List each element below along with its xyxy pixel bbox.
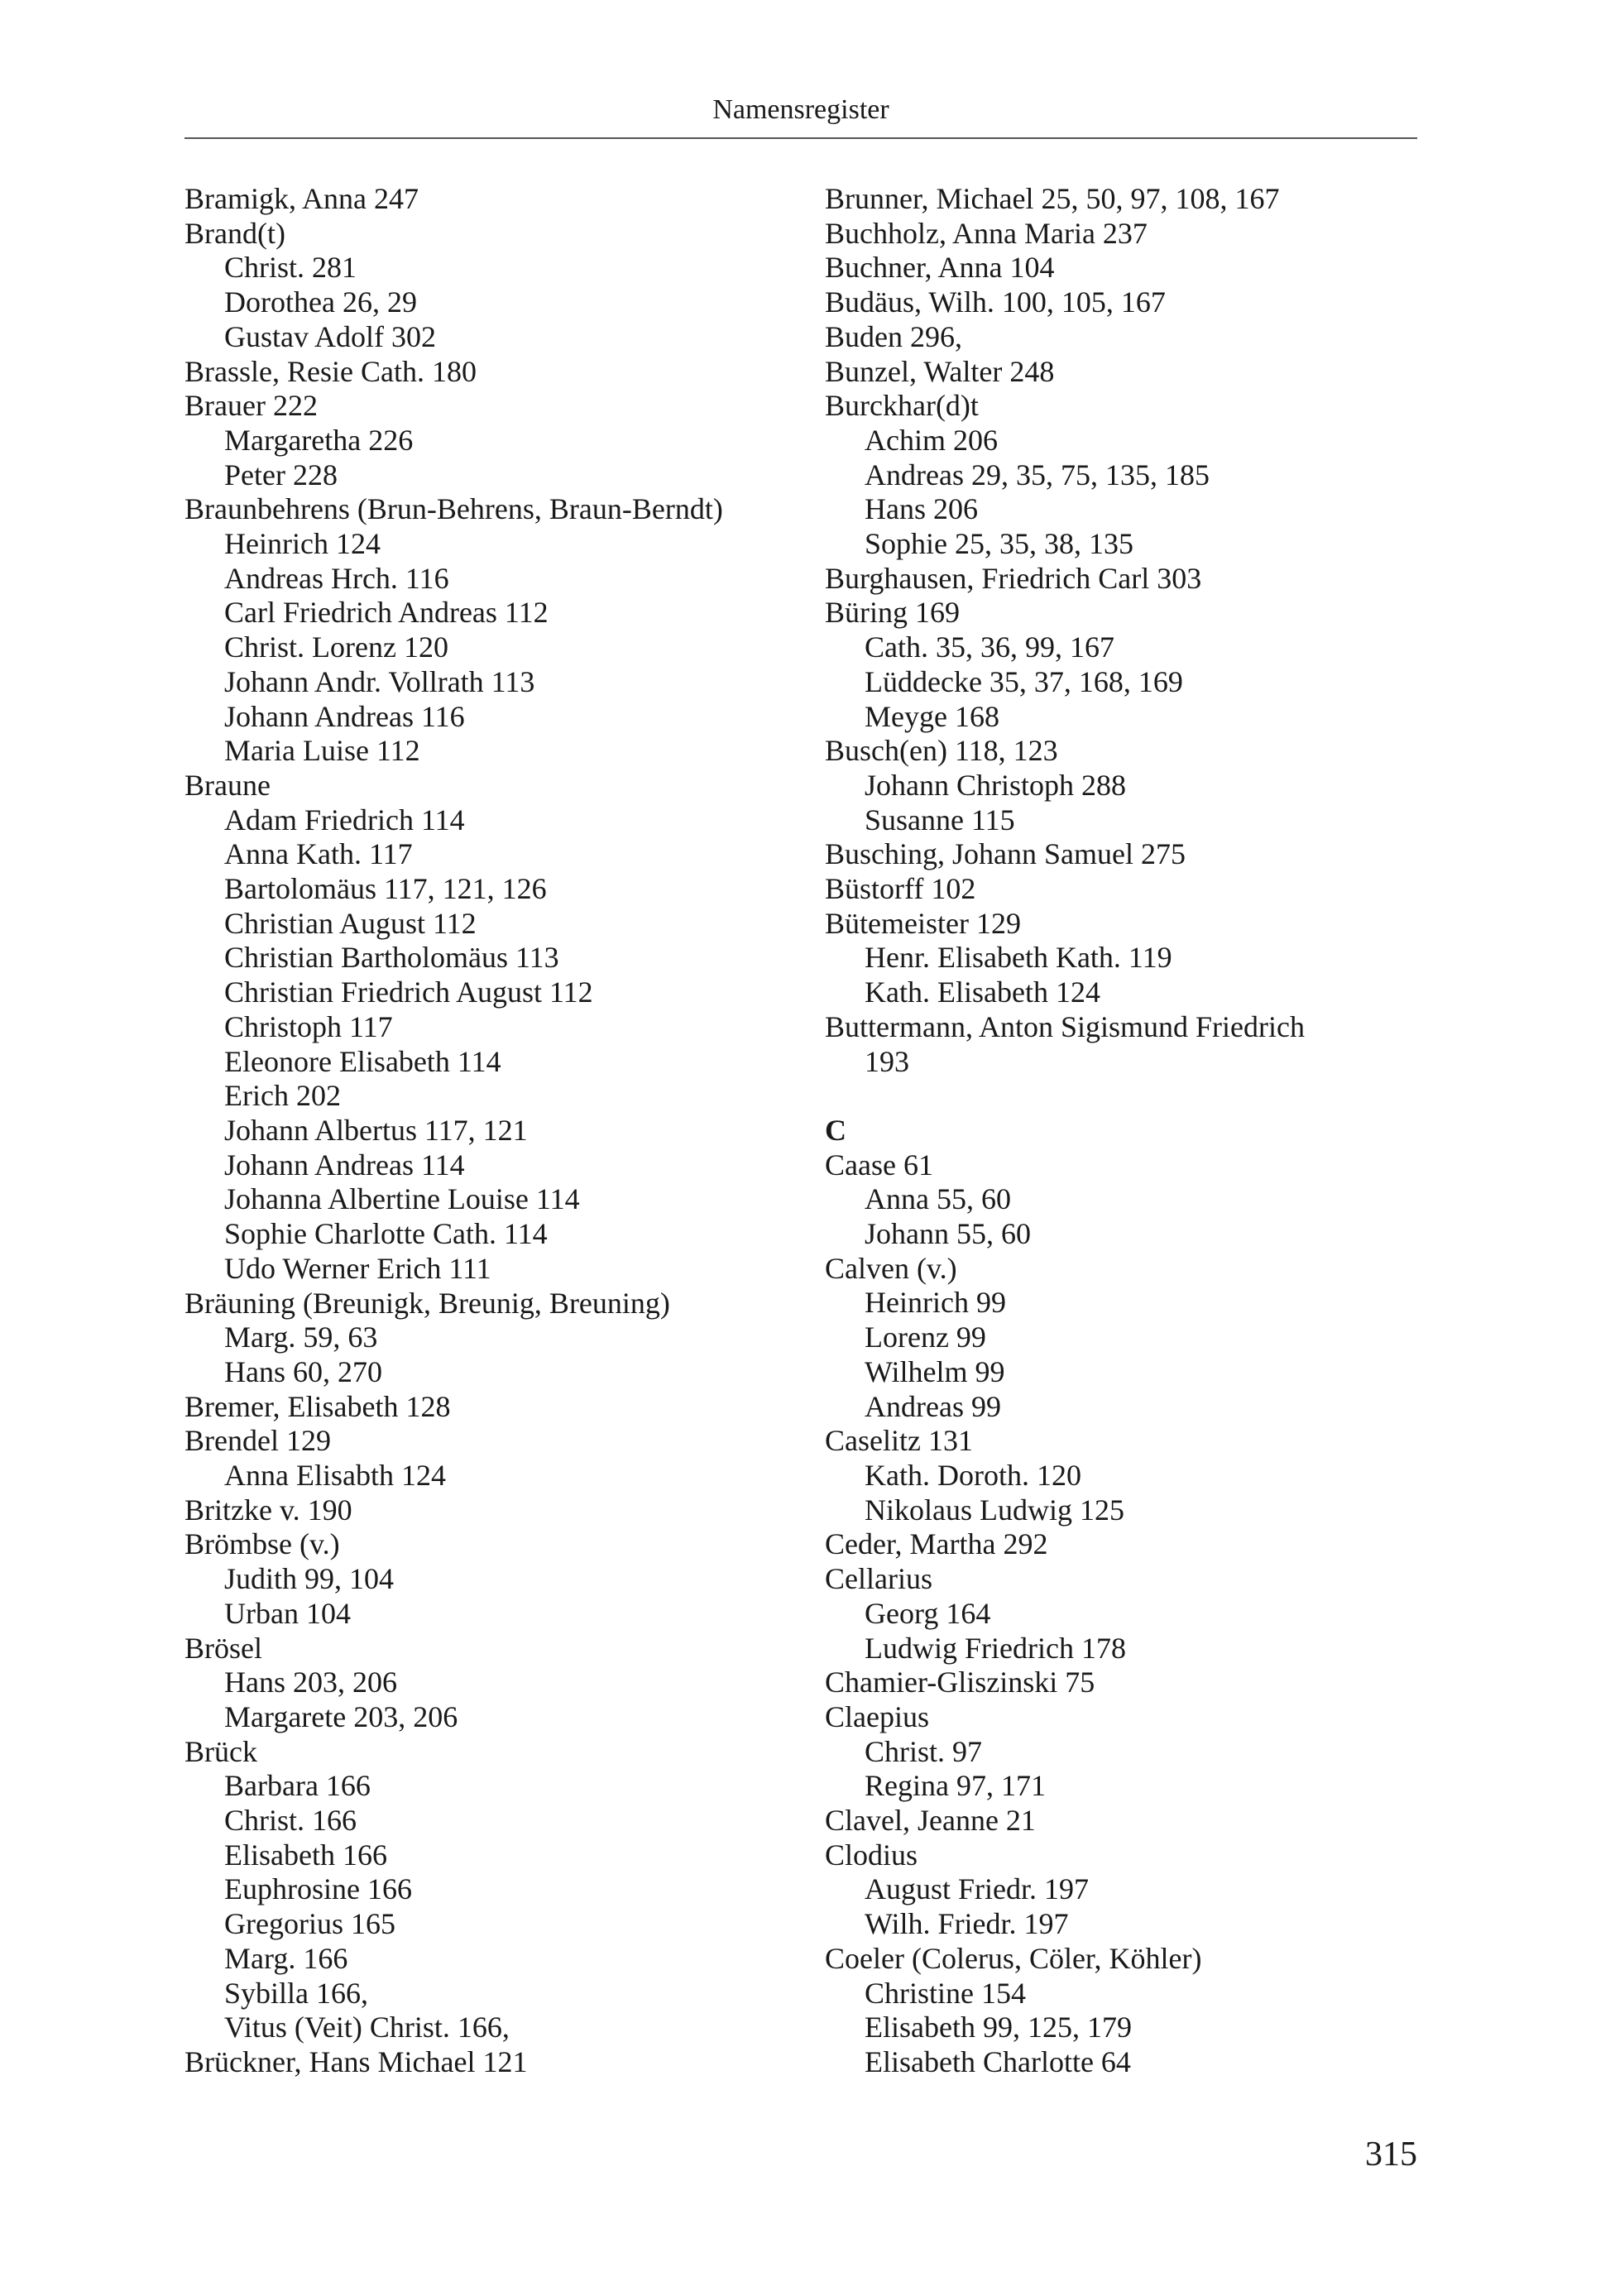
index-subentry: Marg. 166 (224, 1941, 348, 1975)
index-subentry: Hans 206 (865, 492, 978, 526)
index-subentry: Gregorius 165 (224, 1907, 395, 1941)
index-entry: Caase 61 (825, 1148, 933, 1182)
index-entry: Bütemeister 129 (825, 906, 1021, 940)
index-subentry: Christ. Lorenz 120 (224, 630, 448, 664)
index-entry: Buchner, Anna 104 (825, 251, 1055, 285)
index-subentry: Nikolaus Ludwig 125 (865, 1493, 1124, 1527)
index-subentry: Johann Andreas 114 (224, 1148, 465, 1182)
index-subentry: Peter 228 (224, 458, 338, 491)
index-subentry: Wilhelm 99 (865, 1354, 1005, 1388)
index-subentry: Christ. 97 (865, 1734, 983, 1768)
index-entry: Ceder, Martha 292 (825, 1527, 1048, 1561)
index-subentry: Achim 206 (865, 423, 998, 457)
index-entry: Bremer, Elisabeth 128 (184, 1389, 451, 1423)
index-subentry: Anna Kath. 117 (224, 837, 413, 871)
index-entry: Coeler (Colerus, Cöler, Köhler) (825, 1941, 1202, 1975)
running-header: Namensregister (712, 94, 889, 125)
index-entry: Caselitz 131 (825, 1424, 973, 1458)
index-subentry: Lorenz 99 (865, 1321, 986, 1354)
index-entry: Britzke v. 190 (184, 1493, 352, 1527)
index-subentry: Regina 97, 171 (865, 1769, 1046, 1803)
index-subentry: Sybilla 166, (224, 1976, 369, 2010)
index-entry: Busch(en) 118, 123 (825, 734, 1058, 768)
section-letter: C (825, 1113, 846, 1147)
index-subentry: Elisabeth 166 (224, 1838, 387, 1872)
index-entry: Bräuning (Breunigk, Breunig, Breuning) (184, 1286, 670, 1320)
index-subentry: Christ. 166 (224, 1804, 357, 1838)
index-subentry: Cath. 35, 36, 99, 167 (865, 630, 1114, 664)
index-subentry: Kath. Elisabeth 124 (865, 975, 1100, 1009)
index-column-right (825, 182, 1454, 2080)
index-entry: Brunner, Michael 25, 50, 97, 108, 167 (825, 182, 1280, 215)
header-rule (184, 137, 1417, 139)
index-subentry: Barbara 166 (224, 1769, 371, 1803)
index-entry: Braunbehrens (Brun-Behrens, Braun-Berndt) (184, 492, 723, 526)
index-subentry: Heinrich 99 (865, 1286, 1006, 1320)
index-entry: Budäus, Wilh. 100, 105, 167 (825, 285, 1166, 319)
index-entry: Brück (184, 1734, 257, 1768)
index-subentry: Urban 104 (224, 1596, 351, 1630)
spacer (825, 1079, 1454, 1114)
index-subentry: Udo Werner Erich 111 (224, 1251, 491, 1285)
index-subentry: Anna 55, 60 (865, 1182, 1011, 1216)
index-subentry: Christ. 281 (224, 251, 357, 285)
index-subentry: Marg. 59, 63 (224, 1321, 378, 1354)
index-subentry: Margarete 203, 206 (224, 1699, 458, 1733)
index-entry: Brauer 222 (184, 389, 318, 423)
index-subentry: Georg 164 (865, 1596, 991, 1630)
index-subentry: Kath. Doroth. 120 (865, 1459, 1081, 1492)
index-subentry: Hans 60, 270 (224, 1354, 382, 1388)
index-entry: Burghausen, Friedrich Carl 303 (825, 561, 1202, 595)
index-subentry: 193 (865, 1044, 909, 1078)
index-entry: Cellarius (825, 1562, 932, 1596)
index-subentry: Johanna Albertine Louise 114 (224, 1182, 580, 1216)
index-entry: Bunzel, Walter 248 (825, 354, 1055, 388)
index-subentry: Elisabeth 99, 125, 179 (865, 2011, 1132, 2044)
index-subentry: Meyge 168 (865, 699, 999, 733)
index-entry: Buttermann, Anton Sigismund Friedrich (825, 1009, 1305, 1043)
index-subentry: Heinrich 124 (224, 527, 381, 561)
index-subentry: Maria Luise 112 (224, 734, 420, 768)
index-subentry: Christine 154 (865, 1976, 1026, 2010)
index-subentry: Christian August 112 (224, 906, 477, 940)
index-entry: Brösel (184, 1631, 262, 1665)
index-entry: Burckhar(d)t (825, 389, 979, 423)
index-subentry: Johann Christoph 288 (865, 768, 1127, 802)
index-subentry: Adam Friedrich 114 (224, 803, 465, 836)
index-entry: Calven (v.) (825, 1251, 957, 1285)
index-subentry: Euphrosine 166 (224, 1872, 412, 1906)
index-subentry: Henr. Elisabeth Kath. 119 (865, 941, 1172, 975)
index-column-left (184, 182, 813, 2080)
index-subentry: Carl Friedrich Andreas 112 (224, 596, 549, 630)
index-subentry: Christoph 117 (224, 1009, 393, 1043)
index-entry: Brassle, Resie Cath. 180 (184, 354, 477, 388)
index-subentry: Vitus (Veit) Christ. 166, (224, 2011, 510, 2044)
index-subentry: Bartolomäus 117, 121, 126 (224, 872, 547, 906)
index-entry: Clavel, Jeanne 21 (825, 1804, 1036, 1838)
index-subentry: Elisabeth Charlotte 64 (865, 2044, 1131, 2078)
index-entry: Büring 169 (825, 596, 961, 630)
index-entry: Busching, Johann Samuel 275 (825, 837, 1186, 871)
index-subentry: Johann Andr. Vollrath 113 (224, 664, 535, 698)
index-subentry: Dorothea 26, 29 (224, 285, 417, 319)
index-subentry: Anna Elisabth 124 (224, 1459, 446, 1493)
index-entry: Bramigk, Anna 247 (184, 182, 419, 215)
index-subentry: Eleonore Elisabeth 114 (224, 1044, 501, 1078)
index-subentry: Andreas Hrch. 116 (224, 561, 449, 595)
index-subentry: Christian Friedrich August 112 (224, 975, 593, 1009)
index-subentry: Hans 203, 206 (224, 1666, 397, 1699)
index-subentry: Johann Andreas 116 (224, 699, 465, 733)
index-subentry: Gustav Adolf 302 (224, 319, 436, 353)
index-entry: Brückner, Hans Michael 121 (184, 2044, 528, 2078)
index-entry: Clodius (825, 1838, 918, 1872)
index-entry: Brömbse (v.) (184, 1527, 340, 1561)
index-subentry: Andreas 99 (865, 1389, 1001, 1423)
index-subentry: August Friedr. 197 (865, 1872, 1090, 1906)
index-subentry: Ludwig Friedrich 178 (865, 1631, 1126, 1665)
index-entry: Claepius (825, 1699, 929, 1733)
index-subentry: Johann Albertus 117, 121 (224, 1113, 528, 1147)
index-subentry: Lüddecke 35, 37, 168, 169 (865, 664, 1183, 698)
index-subentry: Margaretha 226 (224, 423, 414, 457)
index-entry: Braune (184, 768, 271, 802)
index-subentry: Sophie Charlotte Cath. 114 (224, 1217, 548, 1251)
index-entry: Buchholz, Anna Maria 237 (825, 216, 1148, 250)
index-entry: Büstorff 102 (825, 872, 976, 906)
index-entry: Buden 296, (825, 319, 962, 353)
index-subentry: Sophie 25, 35, 38, 135 (865, 527, 1134, 561)
index-entry: Brand(t) (184, 216, 285, 250)
page-number: 315 (1365, 2135, 1417, 2174)
index-subentry: Andreas 29, 35, 75, 135, 185 (865, 458, 1210, 491)
index-entry: Brendel 129 (184, 1424, 331, 1458)
index-subentry: Johann 55, 60 (865, 1217, 1031, 1251)
index-subentry: Erich 202 (224, 1079, 341, 1113)
index-subentry: Susanne 115 (865, 803, 1015, 836)
index-entry: Chamier-Gliszinski 75 (825, 1666, 1095, 1699)
index-subentry: Christian Bartholomäus 113 (224, 941, 559, 975)
index-subentry: Judith 99, 104 (224, 1562, 395, 1596)
index-subentry: Wilh. Friedr. 197 (865, 1907, 1069, 1941)
